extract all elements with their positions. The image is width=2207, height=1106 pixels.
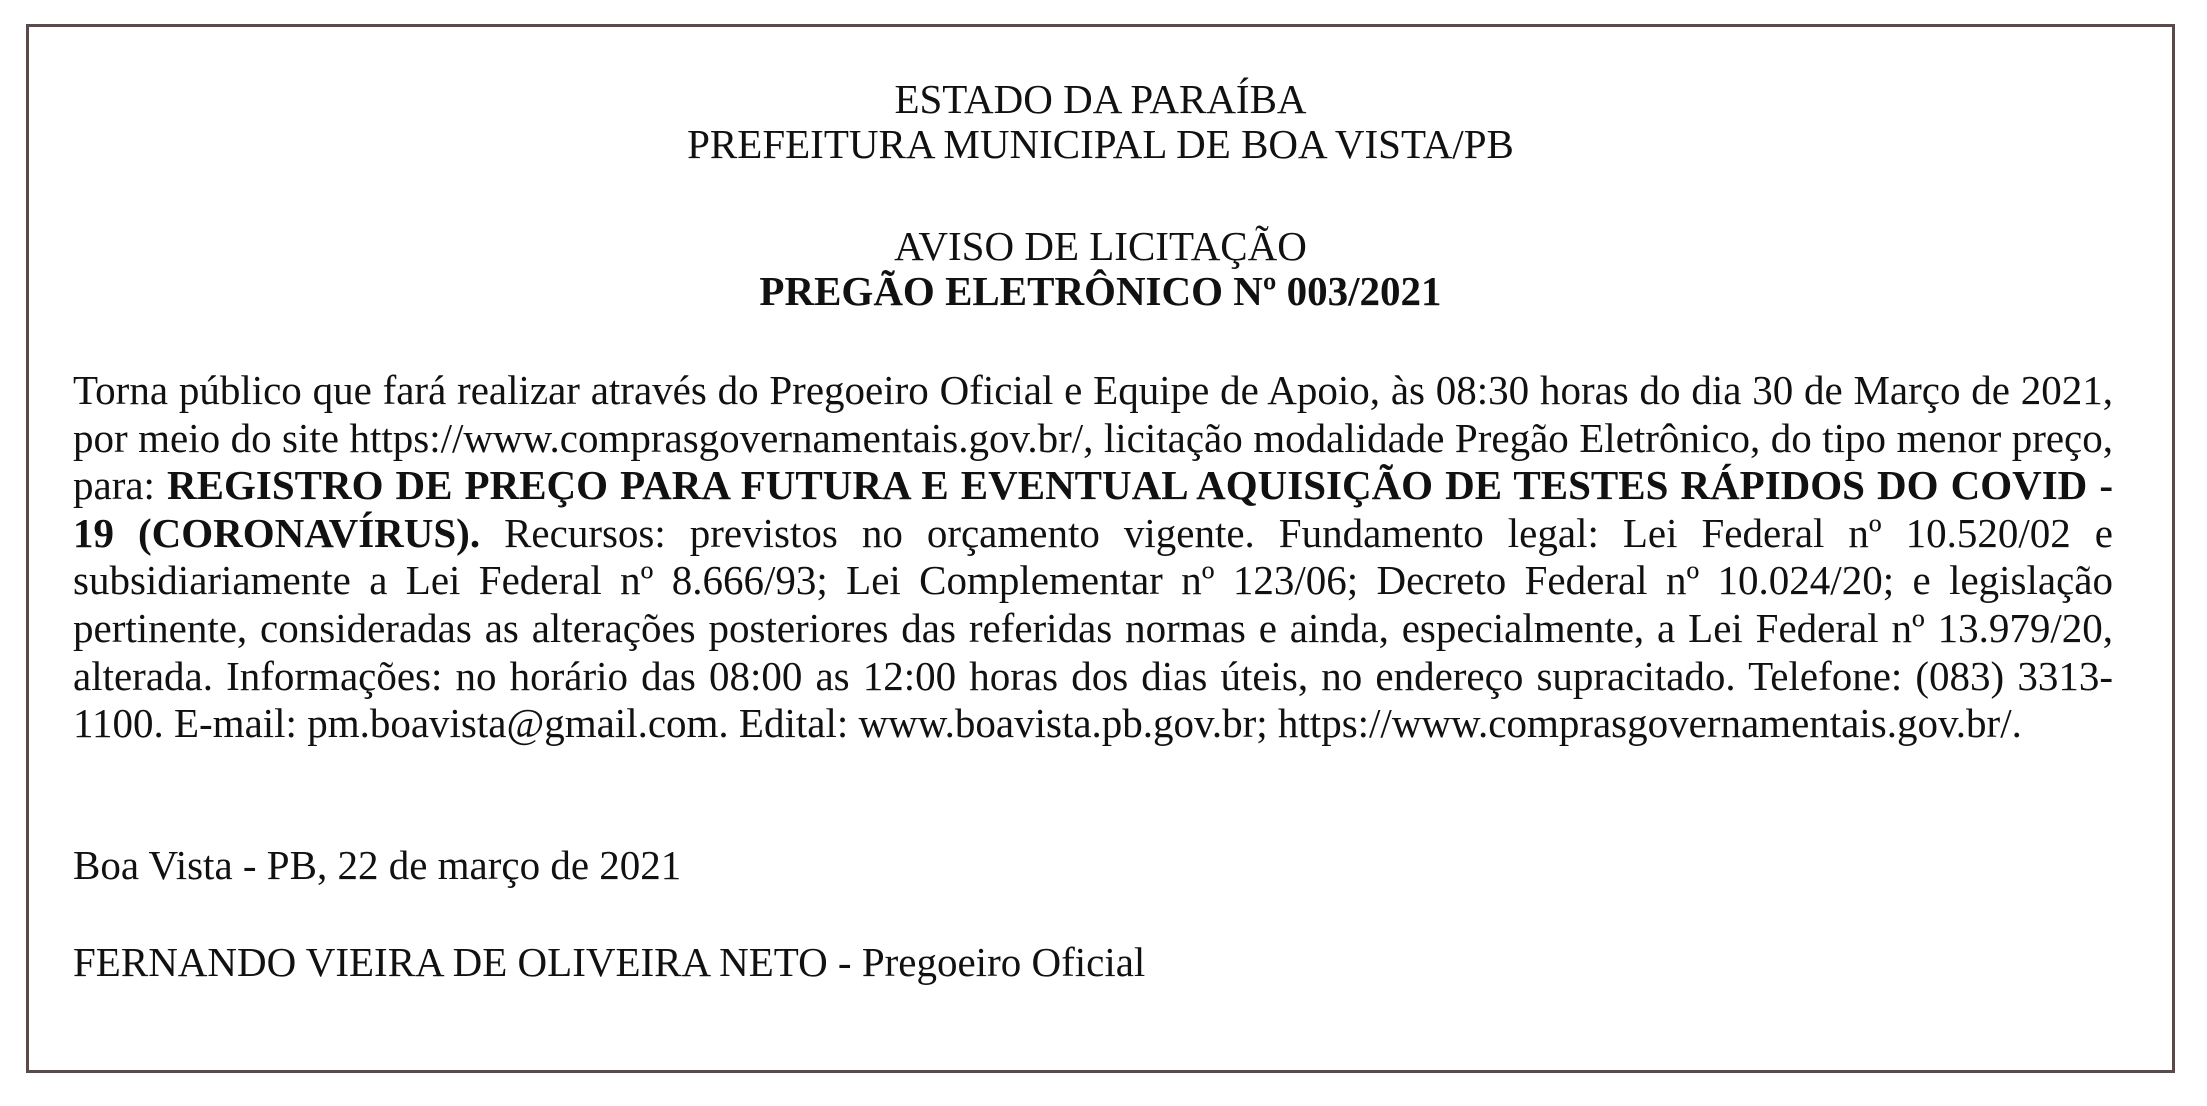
body-details: Recursos: previstos no orçamento vigente. Fundamento legal: Lei Federal nº 10.520/02 e subsidiariamente a Lei Federal nº 8.666/93; Lei Complementar nº 123/06; Decreto Federal nº 10.024/20; e legislação pertinente, consideradas as alterações posteriores das referidas normas e ainda, especialmente, a Lei Federal nº 13.979/20, alterada. Informações: no horário das 08:00 as 12:00 horas dos dias úteis, no endereço supracitado. Telefone: (083) 3313-1100. E-mail: pm.boavista@gmail.com. Edital: www.boavista.pb.gov.br; https://www.comprasgovernamentais.gov.br/.	[73, 509, 2113, 747]
notice-body	[73, 367, 2113, 748]
municipality-heading: PREFEITURA MUNICIPAL DE BOA VISTA/PB	[687, 121, 1514, 167]
signatory: FERNANDO VIEIRA DE OLIVEIRA NETO - Pregoeiro Oficial	[73, 939, 1146, 985]
procedure-heading: PREGÃO ELETRÔNICO Nº 003/2021	[759, 268, 1442, 314]
state-heading: ESTADO DA PARAÍBA	[894, 76, 1307, 122]
notice-type-heading: AVISO DE LICITAÇÃO	[894, 223, 1307, 269]
place-date: Boa Vista - PB, 22 de março de 2021	[73, 842, 682, 888]
body-intro: Torna público que fará realizar através do Pregoeiro Oficial e Equipe de Apoio, às 08:30 horas do dia 30 de Março de 2021, por meio do site https://www.comprasgovernamentais.gov.br/, licitação modalidade Pregão Eletrônico, do tipo menor preço, para:	[73, 367, 2113, 509]
notice-frame	[26, 24, 2175, 1073]
object-description: REGISTRO DE PREÇO PARA FUTURA E EVENTUAL AQUISIÇÃO DE TESTES RÁPIDOS DO COVID - 19 (CORONAVÍRUS).	[73, 462, 2113, 556]
